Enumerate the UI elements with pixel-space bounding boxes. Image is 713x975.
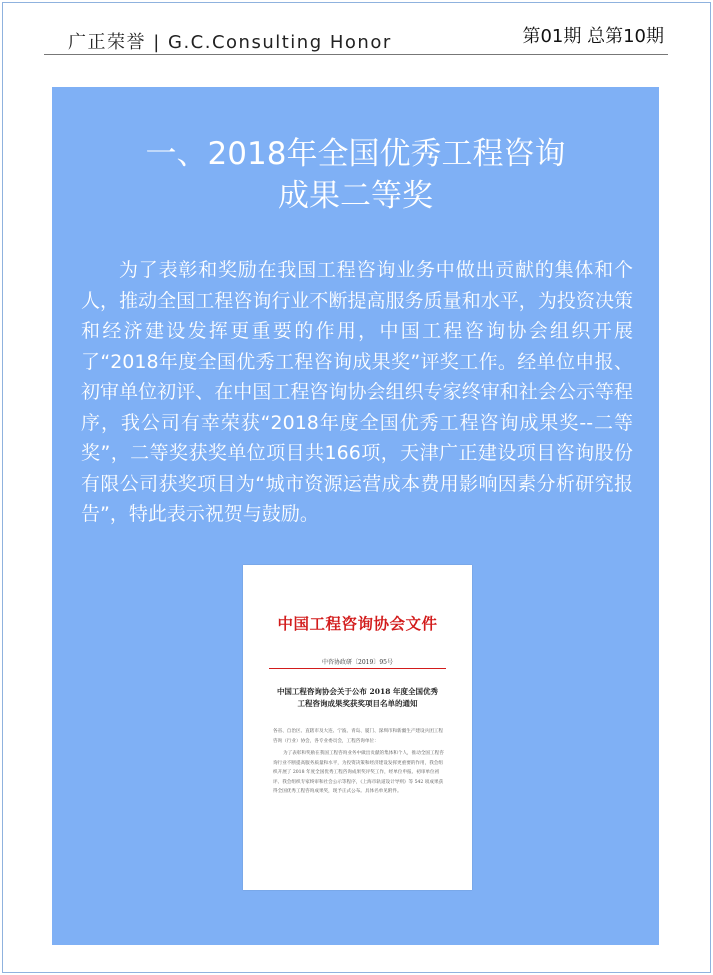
- document-number: 中咨协政研〔2019〕95号: [322, 659, 393, 666]
- content-panel: [52, 87, 659, 945]
- document-subject-line2: 工程咨询成果奖获奖项目名单的通知: [297, 699, 418, 708]
- header-issue-number: 第01期 总第10期: [522, 26, 664, 47]
- header-section-title: 广正荣誉 | G.C.Consulting Honor: [68, 32, 392, 53]
- header-divider: [44, 54, 668, 55]
- award-document-image: [243, 565, 472, 890]
- document-subject: [273, 686, 442, 710]
- document-paragraph: 为了表彰和奖励在我国工程咨询业务中做出贡献的集体和个人，推动全国工程咨询行业不断提高服务质量和水平，为投资决策和经济建设发挥更重要的作用，我会组织开展了 2018 年度全国优秀工程咨询成果奖评奖工作，经单位申报、初审单位初评、我会组织专家终审和社会公示等程序，《上海市轨道设计导则》等 542 项成果获得全国优秀工程咨询成果奖，现予正式公布。具体名单见附件。: [273, 751, 444, 794]
- document-heading: 中国工程咨询协会文件: [277, 614, 438, 633]
- page-header: [44, 16, 668, 54]
- article-body: 为了表彰和奖励在我国工程咨询业务中做出贡献的集体和个人，推动全国工程咨询行业不断提高服务质量和水平，为投资决策和经济建设发挥更重要的作用，中国工程咨询协会组织开展了“2018年度全国优秀工程咨询成果奖”评奖工作。经单位申报、初审单位初评、在中国工程咨询协会组织专家终审和社会公示等程序，我公司有幸荣获“2018年度全国优秀工程咨询成果奖--二等奖”，二等奖获奖单位项目共166项，天津广正建设项目咨询股份有限公司获奖项目为“城市资源运营成本费用影响因素分析研究报告”，特此表示祝贺与鼓励。: [81, 259, 633, 525]
- article-title: [52, 133, 659, 217]
- document-body: [273, 727, 444, 800]
- article-title-line1: 一、2018年全国优秀工程咨询: [145, 136, 566, 172]
- article-title-line2: 成果二等奖: [278, 178, 433, 214]
- document-paragraph: 各省、自治区、直辖市及大连、宁波、青岛、厦门、深圳市和新疆生产建设兵团工程咨询（行业）协会，各专业委员会，工程咨询单位：: [273, 729, 443, 744]
- document-red-rule: [269, 668, 446, 669]
- document-subject-line1: 中国工程咨询协会关于公布 2018 年度全国优秀: [276, 687, 439, 696]
